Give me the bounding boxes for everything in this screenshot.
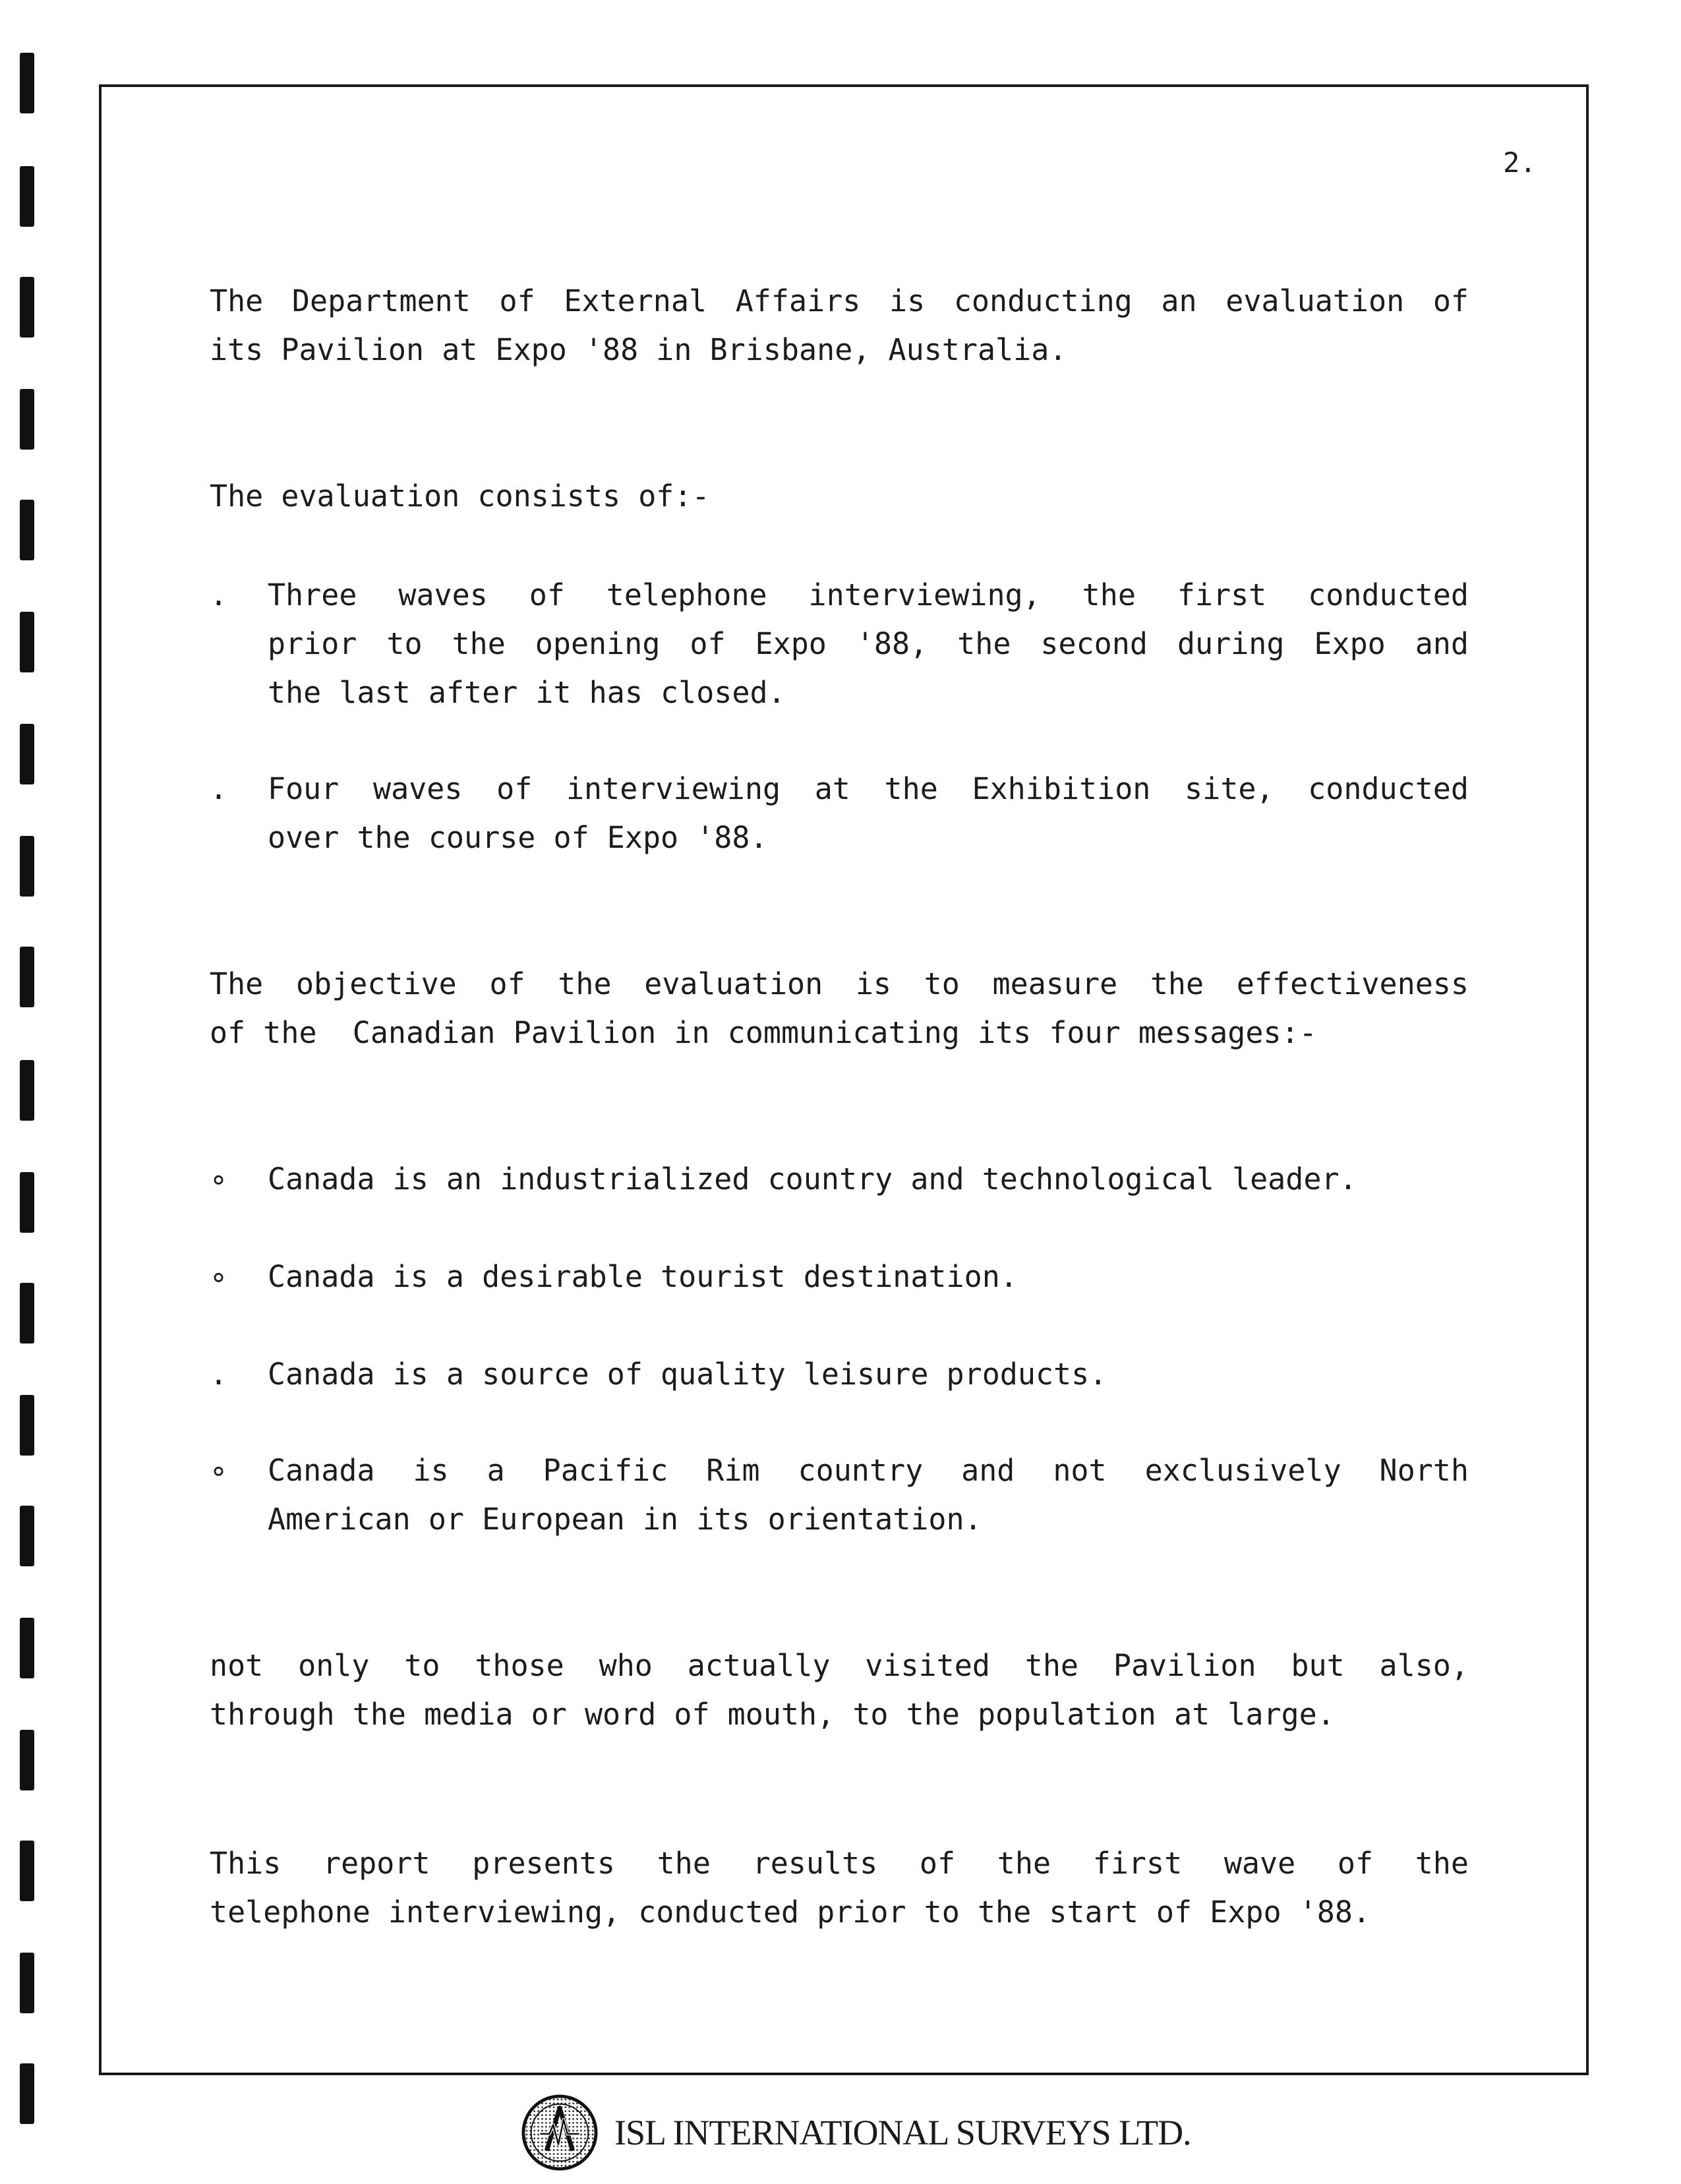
bullet-mark: . bbox=[210, 1357, 228, 1392]
binder-mark bbox=[20, 1730, 34, 1790]
report-line: This report presents the results of the first wave of the bbox=[210, 1846, 1469, 1881]
binder-mark bbox=[20, 389, 34, 450]
binder-mark bbox=[20, 277, 34, 338]
company-name: ISL INTERNATIONAL SURVEYS LTD. bbox=[614, 2113, 1191, 2152]
bullet-mark: . bbox=[210, 577, 228, 612]
binder-mark bbox=[20, 947, 34, 1007]
binder-mark bbox=[20, 1283, 34, 1343]
binder-mark bbox=[20, 1618, 34, 1678]
binder-mark bbox=[20, 166, 34, 227]
page-frame bbox=[99, 84, 1589, 2075]
item-line: Three waves of telephone interviewing, the first conducted bbox=[268, 577, 1469, 612]
binder-mark bbox=[20, 1506, 34, 1566]
intro-line: The Department of External Affairs is conducting an evaluation of bbox=[210, 283, 1469, 318]
objective-line: The objective of the evaluation is to measure the effectiveness bbox=[210, 966, 1469, 1001]
binder-mark bbox=[20, 1172, 34, 1233]
objective-line: of the Canadian Pavilion in communicating its four messages:- bbox=[210, 1015, 1317, 1050]
report-line: telephone interviewing, conducted prior to the start of Expo '88. bbox=[210, 1895, 1371, 1930]
evaluation-heading: The evaluation consists of:- bbox=[210, 479, 710, 514]
bullet-mark: ∘ bbox=[210, 1453, 228, 1488]
item-line: over the course of Expo '88. bbox=[268, 820, 768, 855]
message-line: Canada is a desirable tourist destination. bbox=[268, 1259, 1018, 1294]
message-line: Canada is a Pacific Rim country and not exclusively North bbox=[268, 1453, 1469, 1488]
binder-mark bbox=[20, 1060, 34, 1121]
binder-mark bbox=[20, 1841, 34, 1901]
message-line: American or European in its orientation. bbox=[268, 1502, 982, 1537]
message-line: Canada is an industrialized country and technological leader. bbox=[268, 1162, 1357, 1196]
bullet-mark: . bbox=[210, 771, 228, 806]
item-line: Four waves of interviewing at the Exhibition site, conducted bbox=[268, 771, 1469, 806]
binder-mark bbox=[20, 612, 34, 672]
bullet-mark: ∘ bbox=[210, 1162, 228, 1196]
reach-line: not only to those who actually visited the Pavilion but also, bbox=[210, 1648, 1469, 1683]
binder-mark bbox=[20, 724, 34, 784]
binder-mark bbox=[20, 53, 34, 113]
reach-line: through the media or word of mouth, to the population at large. bbox=[210, 1697, 1335, 1732]
binder-mark bbox=[20, 1953, 34, 2013]
message-line: Canada is a source of quality leisure products. bbox=[268, 1357, 1107, 1392]
page-number: 2. bbox=[1503, 146, 1537, 179]
bullet-mark: ∘ bbox=[210, 1259, 228, 1294]
footer bbox=[521, 2094, 1191, 2171]
binder-mark bbox=[20, 2063, 34, 2124]
item-line: prior to the opening of Expo '88, the second during Expo and bbox=[268, 626, 1469, 661]
binder-mark bbox=[20, 500, 34, 560]
binder-mark bbox=[20, 1395, 34, 1456]
binder-mark bbox=[20, 836, 34, 897]
item-line: the last after it has closed. bbox=[268, 675, 786, 710]
company-logo-icon bbox=[521, 2094, 599, 2171]
intro-line: its Pavilion at Expo '88 in Brisbane, Australia. bbox=[210, 332, 1067, 367]
